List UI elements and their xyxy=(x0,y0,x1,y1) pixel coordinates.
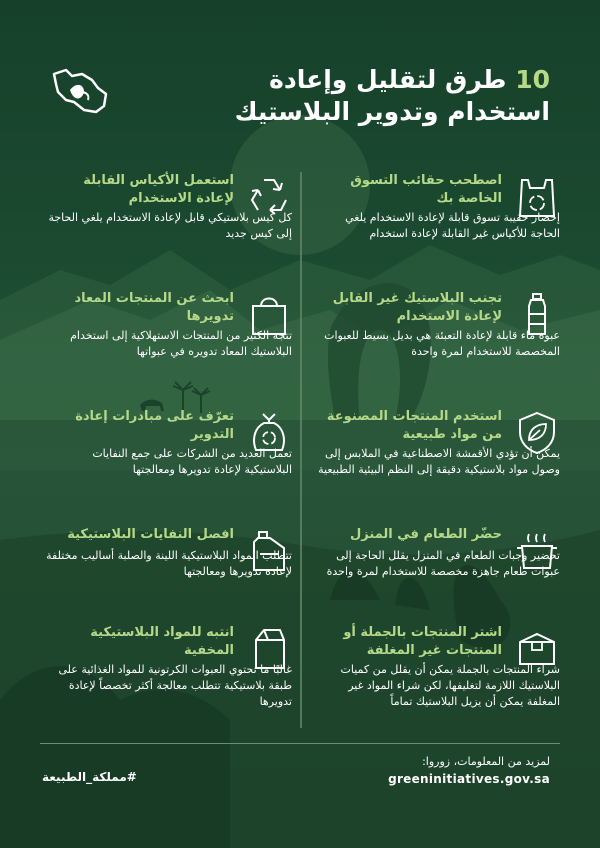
tip-description: يمكن أن تؤدي الأقمشة الاصطناعية في الملابس إلى وصول مواد بلاستيكية دقيقة إلى النظم البيئية الطبيعية xyxy=(318,447,560,476)
saudi-green-initiative-logo xyxy=(48,66,112,116)
title-line2: استخدام وتدوير البلاستيك xyxy=(234,97,550,126)
tip-heading: حضّر الطعام في المنزل xyxy=(350,527,502,542)
tip-item-3 xyxy=(310,290,560,402)
tip-description: كل كيس بلاستيكي قابل لإعادة الاستخدام يلغي الحاجة إلى كيس جديد xyxy=(48,211,292,240)
tip-heading: اشتر المنتجات بالجملة أو المنتجات غير المغلفة xyxy=(343,625,502,658)
tip-description: غالبًا ما تحتوي العبوات الكرتونية للمواد الغذائية على طبقة بلاستيكية تتطلب معالجة أكثر تخصصاً لإعادة تدويرها xyxy=(58,663,292,708)
tip-description: شراء المنتجات بالجملة يمكن أن يقلل من كميات البلاستيك اللازمة لتغليفها، لكن شراء المواد غير المغلفة يمكن أن يزيل البلاستيك تماماً xyxy=(340,663,560,708)
tip-description: تتطلب المواد البلاستيكية اللينة والصلبة أساليب مختلفة لإعادة تدويرها ومعالجتها xyxy=(46,549,292,578)
more-info-label: لمزيد من المعلومات، زوروا: xyxy=(422,755,550,768)
tip-heading: استعمل الأكياس القابلة لإعادة الاستخدام xyxy=(83,173,234,206)
tip-description: تعمل العديد من الشركات على جمع النفايات البلاستيكية لإعادة تدويرها ومعالجتها xyxy=(92,447,292,476)
website-link[interactable]: greeninitiatives.gov.sa xyxy=(388,772,550,786)
tip-item-4 xyxy=(42,290,292,402)
tip-item-10 xyxy=(42,624,292,736)
tip-description: تحضير وجبات الطعام في المنزل يقلل الحاجة إلى عبوات طعام جاهزة مخصصة للاستخدام لمرة واحدة xyxy=(326,549,560,578)
title-line1: طرق لتقليل وإعادة xyxy=(269,65,507,94)
tip-item-1 xyxy=(310,172,560,284)
tip-heading: تعرّف على مبادرات إعادة التدوير xyxy=(75,409,234,442)
title-number: 10 xyxy=(515,65,550,94)
tip-heading: ابحث عن المنتجات المعاد تدويرها xyxy=(74,291,234,324)
tip-description: إحضار حقيبة تسوق قابلة لإعادة الاستخدام يلغي الحاجة للأكياس غير القابلة لإعادة استخدام xyxy=(345,211,560,240)
tip-item-7 xyxy=(310,526,560,638)
footer-divider xyxy=(40,743,560,744)
tip-item-8 xyxy=(42,526,292,638)
column-divider xyxy=(300,172,302,728)
tip-heading: اصطحب حقائب التسوق الخاصة بك xyxy=(350,173,502,206)
tip-heading: افصل النفايات البلاستيكية xyxy=(67,527,234,542)
tip-heading: انتبه للمواد البلاستيكية المخفية xyxy=(90,625,234,658)
tip-heading: تجنب البلاستيك غير القابل لإعادة الاستخدام xyxy=(332,291,502,324)
hashtag: #مملكة_الطبيعة xyxy=(42,770,137,784)
tip-item-2 xyxy=(42,172,292,284)
tip-description: عبوة ماء قابلة لإعادة التعبئة هي بديل بسيط للعبوات المخصصة للاستخدام لمرة واحدة xyxy=(324,329,560,358)
tip-heading: استخدم المنتجات المصنوعة من مواد طبيعية xyxy=(326,409,502,442)
tip-item-5 xyxy=(310,408,560,520)
tip-item-6 xyxy=(42,408,292,520)
page-title xyxy=(130,64,550,128)
tip-item-9 xyxy=(310,624,560,736)
tip-description: تتجه الكثير من المنتجات الاستهلاكية إلى استخدام البلاستيك المعاد تدويره في عبواتها xyxy=(70,329,292,358)
